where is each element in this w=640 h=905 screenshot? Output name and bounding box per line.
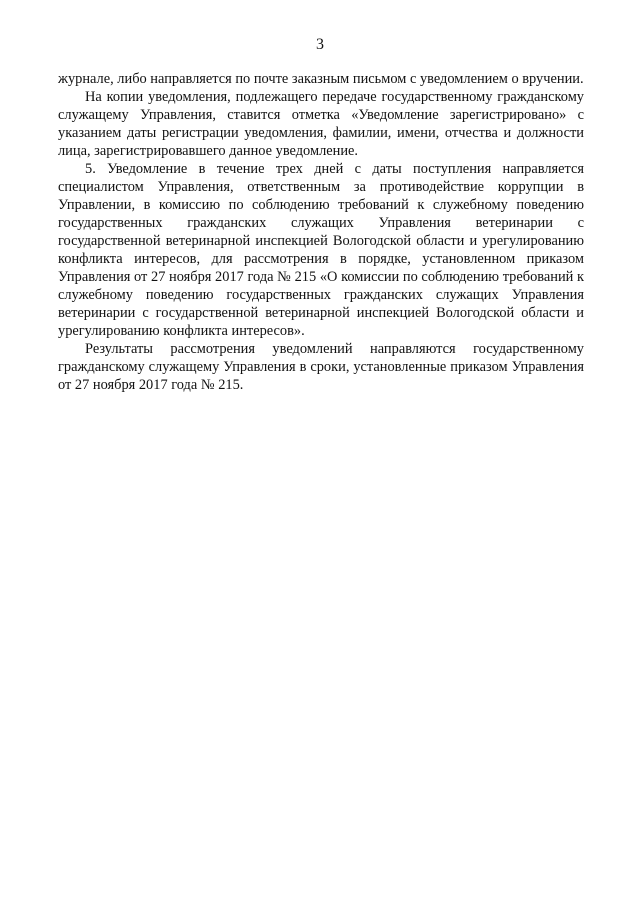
paragraph-item-5: 5. Уведомление в течение трех дней с даты поступления направляется специалистом Управления, ответственным за противодействие коррупции в Управлении, в комиссию по соблюдению требований к служебному поведению государственных гражданских служащих Управления ветеринарии с государственной ветеринарной инспекцией Вологодской области и урегулированию конфликта интересов, для рассмотрения в порядке, установленном приказом Управления от 27 ноября 2017 года № 215 «О комиссии по соблюдению требований к служебному поведению государственных гражданских служащих Управления ветеринарии с государственной ветеринарной инспекцией Вологодской области и урегулированию конфликта интересов». [58, 161, 584, 339]
document-body [58, 70, 584, 394]
paragraph-results: Результаты рассмотрения уведомлений направляются государственному гражданскому служащему Управления в сроки, установленные приказом Управления от 27 ноября 2017 года № 215. [58, 341, 584, 393]
paragraph-continuation: журнале, либо направляется по почте заказным письмом с уведомлением о вручении. [58, 71, 584, 87]
page-number: 3 [316, 36, 324, 53]
paragraph-registration-mark: На копии уведомления, подлежащего передаче государственному гражданскому служащему Управления, ставится отметка «Уведомление зарегистрировано» с указанием даты регистрации уведомления, фамилии, имени, отчества и должности лица, зарегистрировавшего данное уведомление. [58, 89, 584, 159]
